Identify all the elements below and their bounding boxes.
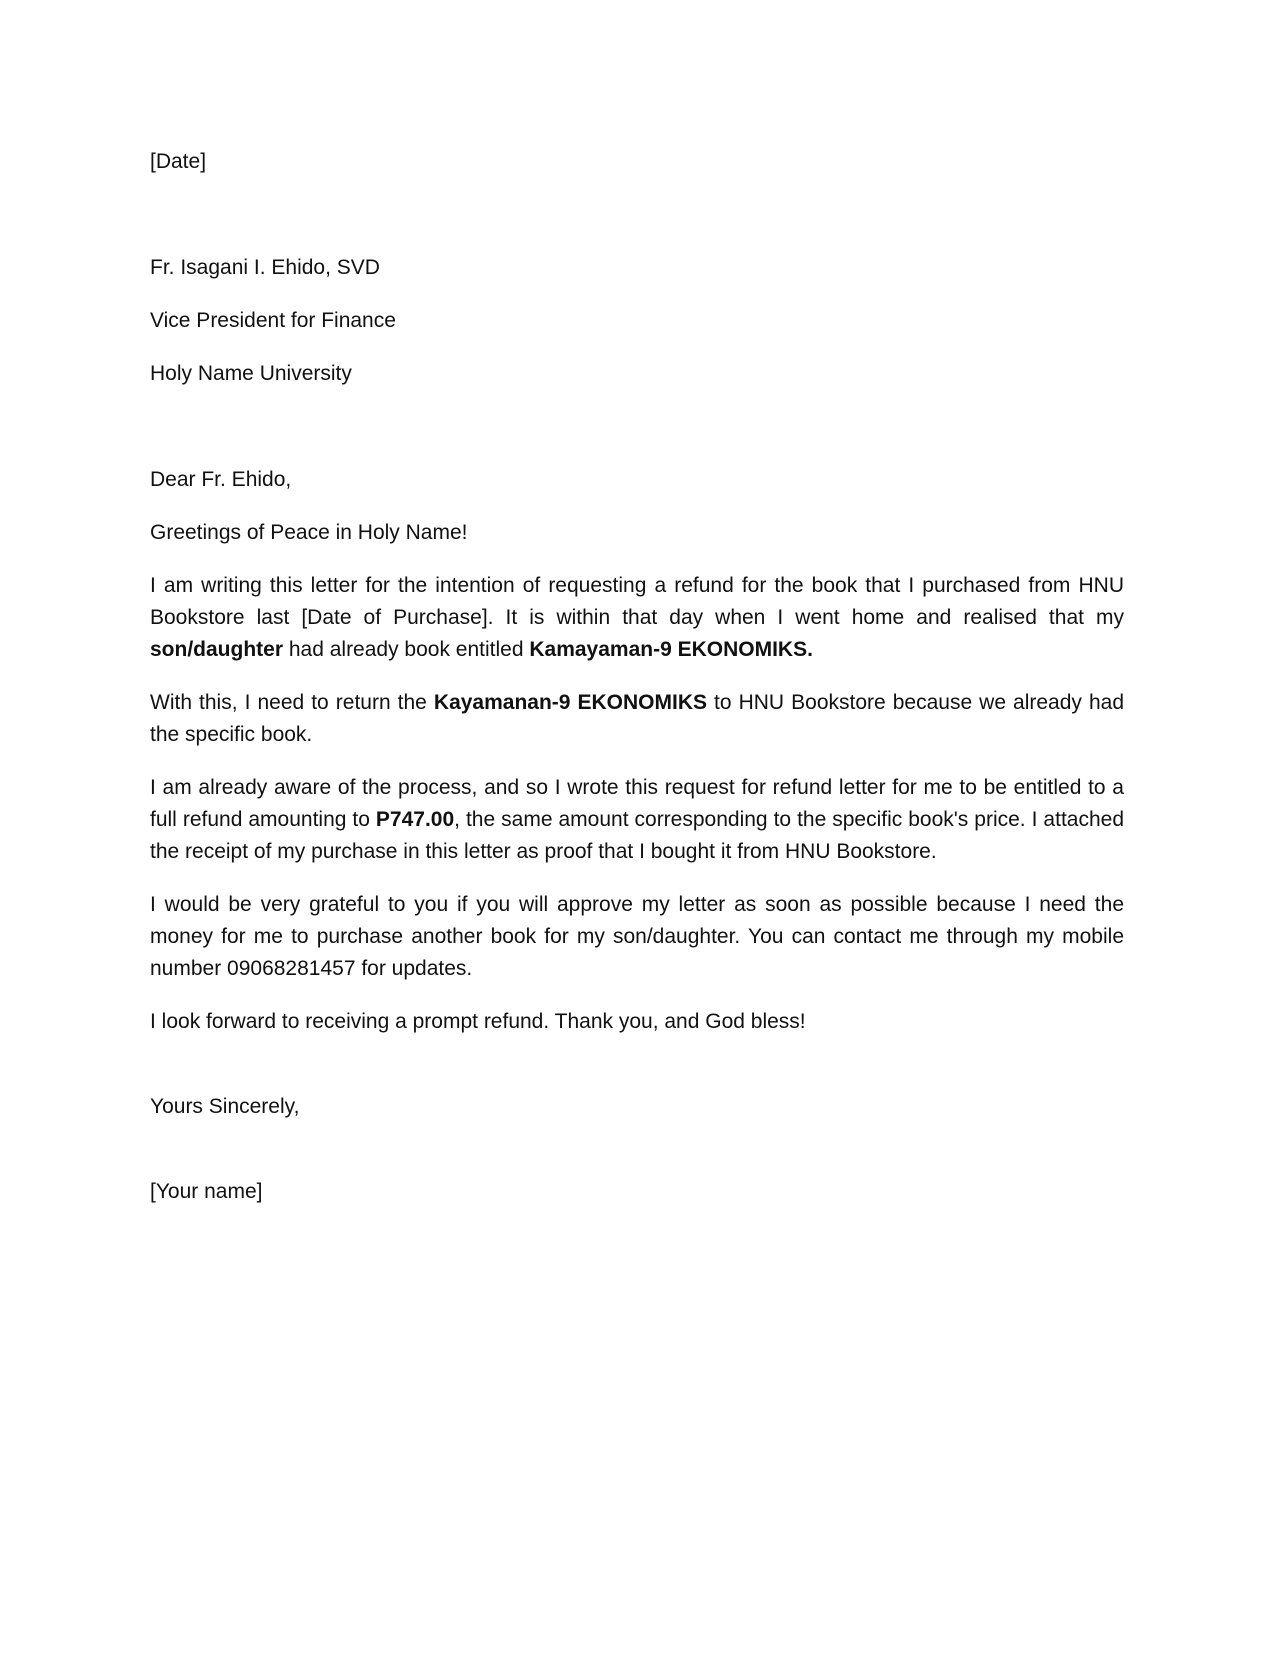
- paragraph-request-text-2: had already book entitled: [283, 638, 530, 661]
- letter-date: [Date]: [150, 150, 207, 173]
- paragraph-refund-text-2: , the same amount corresponding to the specific book's price. I attached the receipt of my purchase in this letter as proof that I bought it from HNU Bookstore.: [150, 808, 1124, 863]
- paragraph-return-text-2: to HNU Bookstore because we already had the specific book.: [150, 691, 1124, 746]
- refund-amount: P747.00: [375, 808, 455, 831]
- salutation: Dear Fr. Ehido,: [150, 468, 292, 491]
- paragraph-closing-thanks: I look forward to receiving a prompt refund. Thank you, and God bless!: [150, 1010, 806, 1033]
- closing: Yours Sincerely,: [150, 1095, 300, 1118]
- recipient-organization: Holy Name University: [150, 362, 352, 385]
- signature: [Your name]: [150, 1180, 263, 1203]
- paragraph-return-text-1: With this, I need to return the: [150, 691, 434, 714]
- paragraph-contact: I would be very grateful to you if you will approve my letter as soon as possible because I need the money for me to purchase another book for my son/daughter. You can contact me through my mobile number 09068281457 for updates.: [150, 893, 1124, 980]
- recipient-name: Fr. Isagani I. Ehido, SVD: [150, 256, 380, 279]
- letter-body: [150, 146, 1124, 1208]
- child-reference: son/daughter: [150, 638, 284, 661]
- recipient-title: Vice President for Finance: [150, 309, 396, 332]
- paragraph-refund-text-1: I am already aware of the process, and so I wrote this request for refund letter for me to be entitled to a full refund amounting to: [150, 776, 1124, 831]
- book-title: Kamayaman-9 EKONOMIKS.: [529, 638, 813, 661]
- paragraph-request-text-1: I am writing this letter for the intention of requesting a refund for the book that I purchased from HNU Bookstore last [Date of Purchase]. It is within that day when I went home and realised that my: [150, 574, 1124, 629]
- paragraph-request: [150, 570, 1124, 666]
- paragraph-refund-amount: [150, 772, 1124, 868]
- paragraph-return: [150, 687, 1124, 751]
- greeting: Greetings of Peace in Holy Name!: [150, 521, 468, 544]
- return-book-title: Kayamanan-9 EKONOMIKS: [433, 691, 708, 714]
